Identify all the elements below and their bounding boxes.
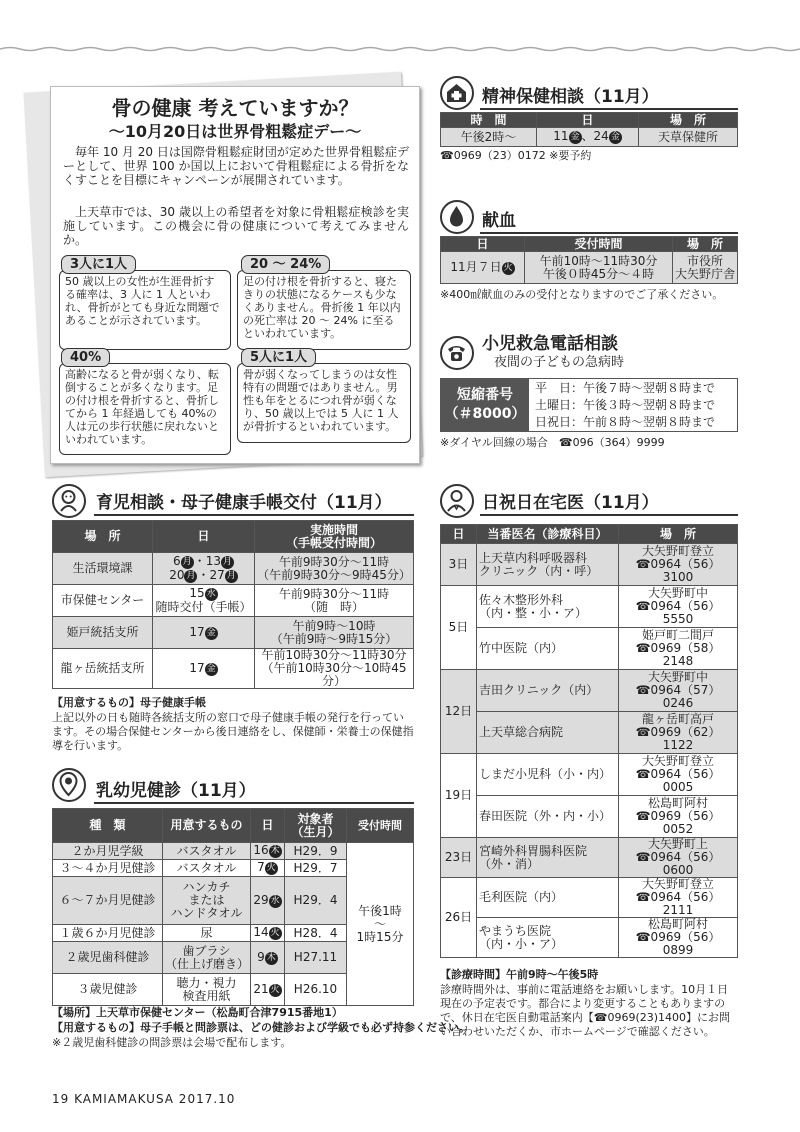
day-cell: 5日 <box>441 586 477 670</box>
short-number-line: （＃8000） <box>444 406 526 422</box>
weekday-badge: 月 <box>186 570 196 581</box>
place-cell <box>619 838 738 878</box>
date-cell <box>251 877 285 925</box>
mental-note: ☎0969（23）0172 ※要予約 <box>440 149 592 162</box>
phone-number: ☎0969（56）0052 <box>635 809 721 836</box>
reception-line: 午後1時 <box>358 903 402 918</box>
col-date: 日 <box>441 237 525 252</box>
doctor-cell <box>477 628 619 670</box>
child-call-box <box>440 378 738 432</box>
day-cell: 3日 <box>441 544 477 586</box>
doctor-name: 佐々木整形外科 <box>479 592 564 607</box>
holiday-note: 診療時間外は、事前に電話連絡をお願いします。10月１日現在の予定表です。都合により変更することもありますので、休日在宅医自動電話案内【☎0969(23)1400】にお問い合わせいただくか、市ホームページで確認ください。 <box>440 983 731 1038</box>
doctor-cell <box>477 712 619 754</box>
child-call-note: ※ダイヤル回線の場合 ☎096（364）9999 <box>440 436 665 449</box>
day-cell: 26日 <box>441 878 477 958</box>
holiday-underline <box>480 514 738 516</box>
time-line: 午前10時〜11時30分 <box>539 253 658 268</box>
fact-tag-2: 20 〜 24% <box>241 255 330 274</box>
location: 姫戸町二間戸 <box>641 628 714 642</box>
date-cell <box>251 925 285 942</box>
date-cell: 6 月 ・13 月 20 月 ・27 月 <box>153 553 255 585</box>
table-row <box>441 586 738 628</box>
item-line: 聴力・視力 <box>176 975 237 990</box>
table-row <box>441 796 738 838</box>
col-date: 日 <box>537 113 639 128</box>
weekday-badge: 木 <box>266 952 276 963</box>
target-cell: H28．4 <box>285 925 347 942</box>
mental-time: 午後2時〜 <box>441 128 537 147</box>
time-cell <box>255 617 414 649</box>
torn-edge-divider <box>0 44 800 54</box>
item-cell <box>163 942 251 974</box>
date-cell <box>153 585 255 617</box>
doctor-name: やまうち医院 <box>479 923 552 938</box>
location: 大矢野町中 <box>647 586 708 600</box>
type-cell: ３〜４か月児健診 <box>53 860 163 877</box>
place-cell <box>619 878 738 918</box>
schedule-row: 土曜日：午後３時〜翌朝８時まで <box>535 398 716 412</box>
telephone-icon <box>440 336 474 370</box>
phone-number: ☎0964（56）5550 <box>635 599 721 626</box>
fact-text: 足の付け根を骨折すると、寝たきりの状態になるケースも少なくありません。骨折後 1 年以内の死亡率は 20 〜 24% に至るといわれています。 <box>243 275 401 340</box>
table-row <box>441 918 738 958</box>
weekday-badge: 火 <box>503 262 513 273</box>
doctor-name: 上天草総合病院 <box>479 725 564 739</box>
doctor-name: 春田医院（外・内・小） <box>479 809 612 823</box>
doctor-cell <box>477 878 619 918</box>
col-date: 日 <box>251 809 285 843</box>
type-cell: ２か月児学級 <box>53 843 163 860</box>
table-row <box>441 670 738 712</box>
holiday-note-title: 【診療時間】午前9時〜午後5時 <box>440 968 599 981</box>
place-line: 市役所 <box>686 253 723 268</box>
feature-paragraph-1: 毎年 10 月 20 日は国際骨粗鬆症財団が定めた世界骨粗鬆症デーとして、世界 100 か国以上において骨粗鬆症による骨折をなくすことを目標にキャンペーンが展開されています。 <box>63 145 409 187</box>
item-line: （仕上げ磨き） <box>165 956 250 971</box>
feature-title: 骨の健康 考えていますか？ <box>111 96 359 120</box>
place-cell <box>619 544 738 586</box>
doctor-name: 吉田クリニック（内） <box>479 683 599 697</box>
table-row <box>441 838 738 878</box>
time-cell <box>255 649 414 689</box>
reception-line: 〜 <box>373 916 386 931</box>
doctor-name: しまだ小児科（小・内） <box>479 767 612 781</box>
infant-underline <box>94 802 414 804</box>
item-cell: 尿 <box>163 925 251 942</box>
item-cell: バスタオル <box>163 843 251 860</box>
feature-paragraph-2: 上天草市では、30 歳以上の希望者を対象に骨粗鬆症検診を実施しています。この機会に骨の健康について考えてみませんか。 <box>63 205 409 247</box>
location: 松島町阿村 <box>647 796 708 810</box>
date-text: 27 <box>209 567 225 582</box>
type-cell: ２歳児歯科健診 <box>53 942 163 974</box>
holiday-doctor-table <box>440 524 738 958</box>
doctor-cell <box>477 838 619 878</box>
schedule-row: 平 日：午後７時〜翌朝８時まで <box>535 381 716 395</box>
place-cell <box>619 670 738 712</box>
weekday-badge: 火 <box>266 863 276 873</box>
weekday-badge: 火 <box>270 928 280 938</box>
col-place: 場 所 <box>639 113 738 128</box>
child-call-title: 小児救急電話相談 <box>482 334 618 354</box>
feature-subtitle: 〜10月20日は世界骨粗鬆症デー〜 <box>108 122 362 141</box>
infant-title: 乳幼児健診（11月） <box>96 781 256 801</box>
table-row <box>441 628 738 670</box>
fact-tag-3: 40% <box>61 348 110 367</box>
child-call-schedule <box>535 380 715 431</box>
date-cell <box>251 860 285 877</box>
date-text: 13 <box>205 553 221 568</box>
mental-health-title: 精神保健相談（11月） <box>482 87 659 107</box>
phone-number: ☎0964（56）3100 <box>635 557 721 584</box>
doctor-name: 宮崎外科胃腸科医院 <box>479 843 588 858</box>
col-type: 種 類 <box>53 809 163 843</box>
weekday-badge: 金 <box>206 627 216 638</box>
doctor-icon <box>440 484 474 518</box>
place-cell <box>619 628 738 670</box>
location: 大矢野町登立 <box>641 544 714 558</box>
blood-time <box>525 252 673 284</box>
fact-box-3 <box>59 363 231 455</box>
date-text: 9 <box>257 949 265 964</box>
time-line: （午前9時30分〜9時45分） <box>257 567 411 582</box>
doctor-name: （内・整・小・ア） <box>479 605 588 620</box>
doctor-cell <box>477 918 619 958</box>
location: 大矢野町上 <box>647 837 708 851</box>
childcare-note-title: 【用意するもの】母子健康手帳 <box>52 696 206 709</box>
date-text: 17 <box>189 624 205 639</box>
item-line: 検査用紙 <box>182 988 231 1003</box>
doctor-cell <box>477 796 619 838</box>
day-cell: 12日 <box>441 670 477 754</box>
fact-text: 骨が弱くなってしまうのは女性特有の問題ではありません。男性も年をとるにつれ骨が弱くなり、50 歳以上では 5 人に 1 人が骨折するといわれています。 <box>243 368 399 433</box>
place-line: 大矢野庁舎 <box>675 266 736 281</box>
date-text: 29 <box>253 892 269 907</box>
weekday-badge: 木 <box>270 846 280 856</box>
col-item: 用意するもの <box>163 809 251 843</box>
doctor-cell <box>477 586 619 628</box>
blood-place <box>673 252 738 284</box>
date-text: 17 <box>189 660 205 675</box>
type-cell: ６〜７か月児健診 <box>53 877 163 925</box>
target-cell: H29．4 <box>285 877 347 925</box>
fact-tag-4: 5人に1人 <box>241 348 316 367</box>
place-cell: 生活環境課 <box>53 553 153 585</box>
fact-text: 50 歳以上の女性が生涯骨折する確率は、3 人に 1 人といわれ、骨折がとても身近な問題であることが示されています。 <box>65 275 220 327</box>
baby-icon <box>52 484 86 518</box>
table-row <box>441 712 738 754</box>
col-date: 日 <box>153 521 255 553</box>
fact-tag-1: 3人に1人 <box>61 255 136 274</box>
type-cell: ３歳児健診 <box>53 974 163 1006</box>
childcare-table <box>52 520 414 689</box>
date-text: 、24 <box>581 129 609 143</box>
fact-text: 高齢になると骨が弱くなり、転倒することが多くなります。足の付け根を骨折すると、骨折してから 1 年経過しても 40%の人は元の歩行状態に戻れないといわれています。 <box>65 368 219 446</box>
weekday-badge: 月 <box>182 556 192 567</box>
item-cell <box>163 974 251 1006</box>
time-line: 午前9時〜10時 <box>292 618 376 633</box>
place-cell: 市保健センター <box>53 585 153 617</box>
blood-drop-icon <box>440 200 474 234</box>
blood-title: 献血 <box>482 211 516 231</box>
date-cell <box>153 649 255 689</box>
blood-date <box>441 252 525 284</box>
item-line: または <box>188 893 225 907</box>
table-row <box>53 553 414 585</box>
place-cell <box>619 796 738 838</box>
place-cell <box>619 586 738 628</box>
weekday-badge: 金 <box>206 663 216 674</box>
reception-line: 1時15分 <box>356 929 404 944</box>
item-line: ハンカチ <box>182 880 231 894</box>
col-time: 時 間 <box>441 113 537 128</box>
location: 大矢野町中 <box>647 670 708 684</box>
doctor-cell <box>477 670 619 712</box>
childcare-underline <box>94 514 414 516</box>
blood-table <box>440 236 738 284</box>
time-cell <box>255 585 414 617</box>
house-cross-icon <box>440 76 474 110</box>
phone-number: ☎0969（56）0899 <box>635 930 721 957</box>
date-text: 11月７日 <box>450 259 502 274</box>
blood-underline <box>480 232 738 234</box>
time-line: 午前9時30分〜11時 <box>278 554 390 569</box>
doctor-name: クリニック（内・呼） <box>479 563 599 578</box>
col-place: 場 所 <box>619 525 738 544</box>
time-line: 午後０時45分〜４時 <box>542 266 655 281</box>
date-text: 20 <box>169 567 185 582</box>
date-text: 14 <box>253 925 269 939</box>
fact-box-1 <box>59 270 231 350</box>
target-cell: H29．7 <box>285 860 347 877</box>
mental-underline <box>480 108 738 110</box>
infant-table <box>52 808 414 1006</box>
day-cell: 19日 <box>441 754 477 838</box>
date-cell <box>153 617 255 649</box>
phone-number: ☎0969（58）2148 <box>635 641 721 668</box>
place-cell: 龍ヶ岳統括支所 <box>53 649 153 689</box>
doctor-cell <box>477 754 619 796</box>
short-number-label <box>441 379 529 431</box>
header-line: （生月） <box>291 824 340 839</box>
place-cell <box>619 712 738 754</box>
page-footer: 19 KAMIAMAKUSA 2017.10 <box>52 1092 236 1106</box>
time-line: 午前9時30分〜11時 <box>278 586 390 601</box>
place-cell <box>619 918 738 958</box>
blood-note: ※400㎖献血のみの受付となりますのでご了承ください。 <box>440 288 724 301</box>
place-cell <box>619 754 738 796</box>
reception-cell <box>347 843 414 1006</box>
date-text: 6 <box>173 553 181 568</box>
day-cell: 23日 <box>441 838 477 878</box>
location: 大矢野町登立 <box>641 754 714 768</box>
mental-health-table <box>440 112 738 147</box>
time-line: （午前10時30分〜10時45分） <box>261 661 407 688</box>
childcare-note: 上記以外の日も随時各統括支所の窓口で母子健康手帳の発行を行っています。その場合保健センターから後日連絡をし、保健師・栄養士の保健指導を行います。 <box>52 711 414 752</box>
col-reception: 受付時間 <box>347 809 414 843</box>
infant-note-items: 【用意するもの】母子手帳と問診票は、どの健診および学級でも必ず持参ください。 <box>52 1021 470 1034</box>
date-cell <box>251 942 285 974</box>
time-line: （随 時） <box>303 599 364 614</box>
doctor-name: 毛利医院（内） <box>479 890 564 904</box>
date-text: 15 <box>189 586 205 600</box>
table-row <box>53 585 414 617</box>
date-text: 11 <box>553 129 569 143</box>
target-cell: H27.11 <box>285 942 347 974</box>
weekday-badge: 火 <box>270 984 280 995</box>
phone-number: ☎0964（56）0600 <box>635 850 721 877</box>
time-line: 午前10時30分〜11時30分 <box>261 648 407 662</box>
table-row <box>53 843 414 860</box>
item-line: 歯ブラシ <box>182 943 231 958</box>
doctor-name: （外・消） <box>479 856 540 871</box>
col-target <box>285 809 347 843</box>
type-cell: １歳６か月児健診 <box>53 925 163 942</box>
item-cell <box>163 877 251 925</box>
fact-box-2 <box>237 270 411 350</box>
child-call-subtitle: 夜間の子どもの急病時 <box>494 355 625 370</box>
col-place: 場 所 <box>53 521 153 553</box>
location: 松島町阿村 <box>647 917 708 931</box>
weekday-badge: 水 <box>206 589 216 599</box>
date-text: 21 <box>253 981 269 996</box>
col-time <box>255 521 414 553</box>
phone-number: ☎0964（56）0005 <box>635 767 721 794</box>
child-location-icon <box>52 768 86 802</box>
phone-number: ☎0964（57）0246 <box>635 683 721 710</box>
col-reception: 受付時間 <box>525 237 673 252</box>
location: 大矢野町登立 <box>641 877 714 891</box>
target-cell: H29．9 <box>285 843 347 860</box>
weekday-badge: 月 <box>222 556 232 567</box>
date-cell <box>251 843 285 860</box>
item-line: ハンドタオル <box>170 906 243 920</box>
date-cell <box>251 974 285 1006</box>
doctor-cell <box>477 544 619 586</box>
table-row <box>53 649 414 689</box>
doctor-name: 竹中医院（内） <box>479 641 564 655</box>
table-row <box>441 754 738 796</box>
mental-date <box>537 128 639 147</box>
item-cell: バスタオル <box>163 860 251 877</box>
mental-place: 天草保健所 <box>639 128 738 147</box>
weekday-badge: 金 <box>610 132 620 142</box>
col-doctor: 当番医名（診療科目） <box>477 525 619 544</box>
bone-health-feature <box>50 86 420 464</box>
weekday-badge: 水 <box>270 895 280 906</box>
holiday-title: 日祝日在宅医（11月） <box>482 493 659 513</box>
weekday-badge: 金 <box>570 132 580 142</box>
time-cell <box>255 553 414 585</box>
table-row <box>441 878 738 918</box>
col-day: 日 <box>441 525 477 544</box>
table-row <box>441 544 738 586</box>
infant-note-dental: ※２歳児歯科健診の問診票は会場で配布します。 <box>52 1036 292 1049</box>
header-line: 対象者 <box>297 811 334 826</box>
time-line: （午前9時〜9時15分） <box>270 631 398 646</box>
infant-note-place: 【場所】上天草市保健センター（松島町合津7915番地1） <box>52 1006 343 1019</box>
header-line: （手帳受付時間） <box>285 535 382 550</box>
extra-line: 随時交付（手帳） <box>155 600 252 614</box>
schedule-row: 日祝日：午前８時〜翌朝８時まで <box>535 415 716 429</box>
doctor-name: （内・小・ア） <box>479 936 564 951</box>
col-place: 場 所 <box>673 237 738 252</box>
location: 龍ヶ岳町高戸 <box>641 712 714 726</box>
table-row <box>53 617 414 649</box>
short-number-line: 短縮番号 <box>457 387 513 403</box>
header-line: 実施時間 <box>309 522 358 537</box>
doctor-name: 上天草内科呼吸器科 <box>479 550 588 565</box>
phone-number: ☎0969（62）1122 <box>635 725 721 752</box>
target-cell: H26.10 <box>285 974 347 1006</box>
place-cell: 姫戸統括支所 <box>53 617 153 649</box>
date-text: 7 <box>257 860 265 874</box>
childcare-title: 育児相談・母子健康手帳交付（11月） <box>96 493 392 513</box>
weekday-badge: 月 <box>226 570 236 581</box>
phone-number: ☎0964（56）2111 <box>635 890 721 917</box>
fact-box-4 <box>237 363 411 443</box>
date-text: 16 <box>253 843 269 857</box>
